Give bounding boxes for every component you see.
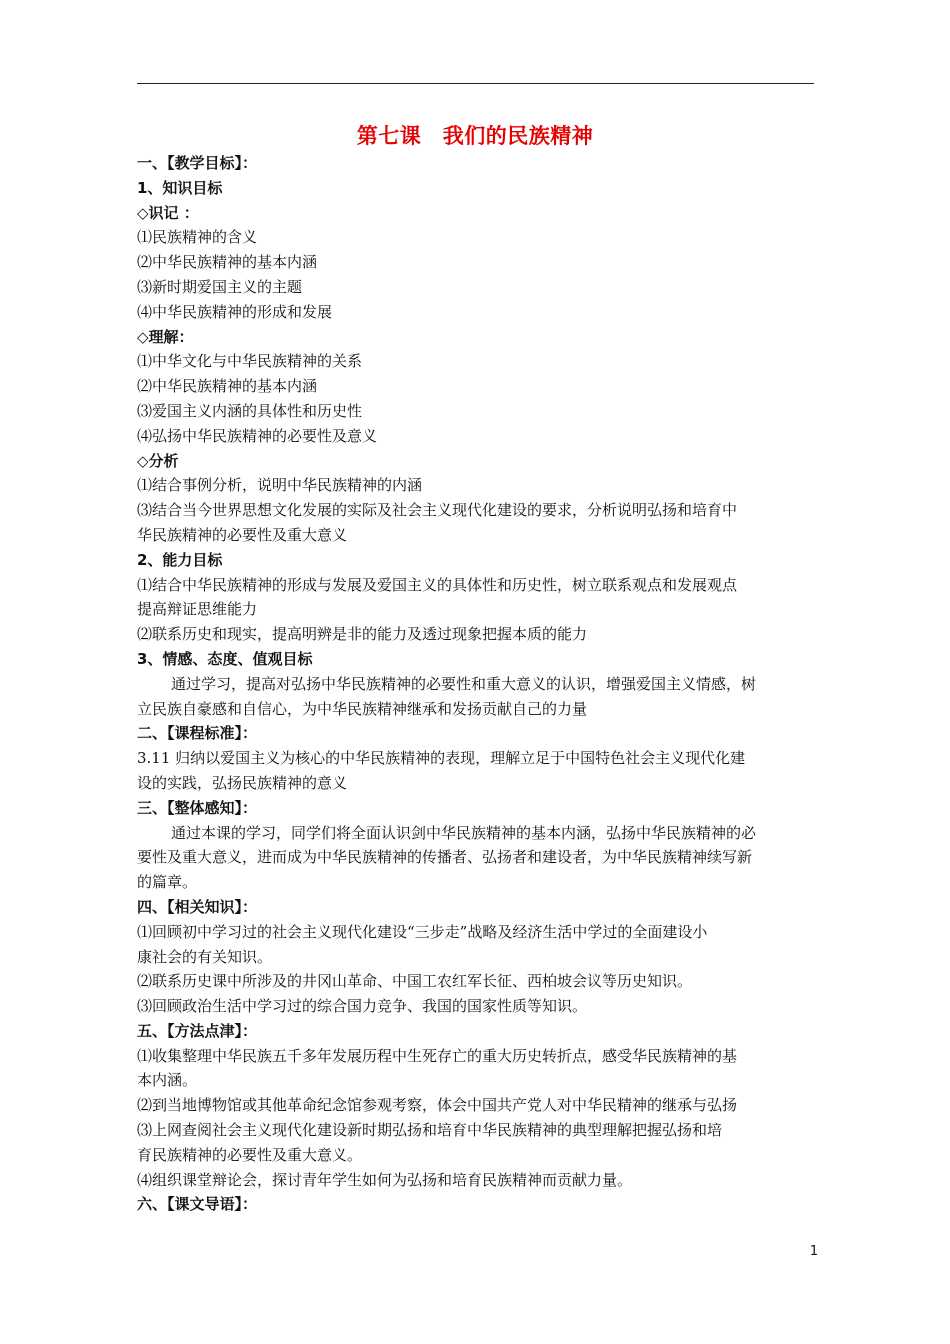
text-line: ⑵中华民族精神的基本内涵 [137,253,318,272]
text-line: ⑶新时期爱国主义的主题 [137,277,303,296]
text-line: 3.11 归纳以爱国主义为核心的中华民族精神的表现，理解立足于中国特色社会主义现代化建 [137,749,746,768]
header-rule [137,83,814,84]
text-line: 立民族自豪感和自信心，为中华民族精神继承和发扬贡献自己的力量 [137,699,588,718]
text-line: 育民族精神的必要性及重大意义。 [137,1145,363,1164]
text-line: ⑵到当地博物馆或其他革命纪念馆参观考察，体会中国共产党人对中华民精神的继承与弘扬 [137,1096,738,1115]
text-line: ⑷中华民族精神的形成和发展 [137,302,333,321]
text-line: ⑴中华文化与中华民族精神的关系 [137,352,363,371]
section-heading: 1、知识目标 [137,178,223,197]
text-line: ⑶回顾政治生活中学习过的综合国力竞争、我国的国家性质等知识。 [137,997,588,1016]
text-line: ⑴收集整理中华民族五千多年发展历程中生死存亡的重大历史转折点，感受华民族精神的基 [137,1046,738,1065]
section-heading: ◇理解： [137,327,194,346]
text-line: ⑵中华民族精神的基本内涵 [137,377,318,396]
section-heading: 一、【教学目标】： [137,154,258,172]
section-heading: ◇识记 ： [137,203,199,222]
section-heading: 2、能力目标 [137,550,223,569]
text-line: ⑶结合当今世界思想文化发展的实际及社会主义现代化建设的要求，分析说明弘扬和培育中 [137,501,738,520]
text-line: ⑴结合事例分析，说明中华民族精神的内涵 [137,476,423,495]
text-line: ⑴民族精神的含义 [137,228,258,247]
text-line: ⑶爱国主义内涵的具体性和历史性 [137,401,363,420]
text-line: ⑶上网查阅社会主义现代化建设新时期弘扬和培育中华民族精神的典型理解把握弘扬和培 [137,1121,723,1140]
page-number: 1 [809,1244,819,1259]
text-line: 康社会的有关知识。 [137,947,273,966]
text-line: 设的实践，弘扬民族精神的意义 [137,773,348,792]
text-line: ⑵联系历史课中所涉及的井冈山革命、中国工农红军长征、西柏坡会议等历史知识。 [137,972,693,991]
lesson-title: 第七课 我们的民族精神 [356,123,594,148]
section-heading: 四、【相关知识】： [137,897,258,916]
text-line: ⑵联系历史和现实，提高明辨是非的能力及透过现象把握本质的能力 [137,625,588,644]
section-heading: 五、【方法点津】： [137,1021,258,1040]
text-line: ⑴回顾初中学习过的社会主义现代化建设“三步走”战略及经济生活中学过的全面建设小 [137,922,708,941]
text-line: 的篇章。 [137,873,198,892]
text-line: 华民族精神的必要性及重大意义 [137,525,348,544]
text-line: 通过本课的学习，同学们将全面认识剑中华民族精神的基本内涵，弘扬中华民族精神的必 [171,823,757,842]
document-body [137,151,817,1217]
text-line: 通过学习，提高对弘扬中华民族精神的必要性和重大意义的认识，增强爱国主义情感，树 [171,674,757,693]
text-line: 本内涵。 [137,1071,198,1090]
text-line: 要性及重大意义，进而成为中华民族精神的传播者、弘扬者和建设者，为中华民族精神续写新 [137,848,753,867]
section-heading: 二、【课程标准】： [137,724,258,743]
section-heading: ◇分析 [137,451,179,470]
section-heading: 三、【整体感知】： [137,798,258,817]
text-line: ⑴结合中华民族精神的形成与发展及爱国主义的具体性和历史性，树立联系观点和发展观点 [137,575,738,594]
text-line: ⑷弘扬中华民族精神的必要性及意义 [137,426,378,445]
section-heading: 六、【课文导语】： [137,1195,258,1214]
text-line: ⑷组织课堂辩论会，探讨青年学生如何为弘扬和培育民族精神而贡献力量。 [137,1170,633,1189]
section-heading: 3、情感、态度、值观目标 [137,649,313,668]
text-line: 提高辩证思维能力 [137,600,258,619]
